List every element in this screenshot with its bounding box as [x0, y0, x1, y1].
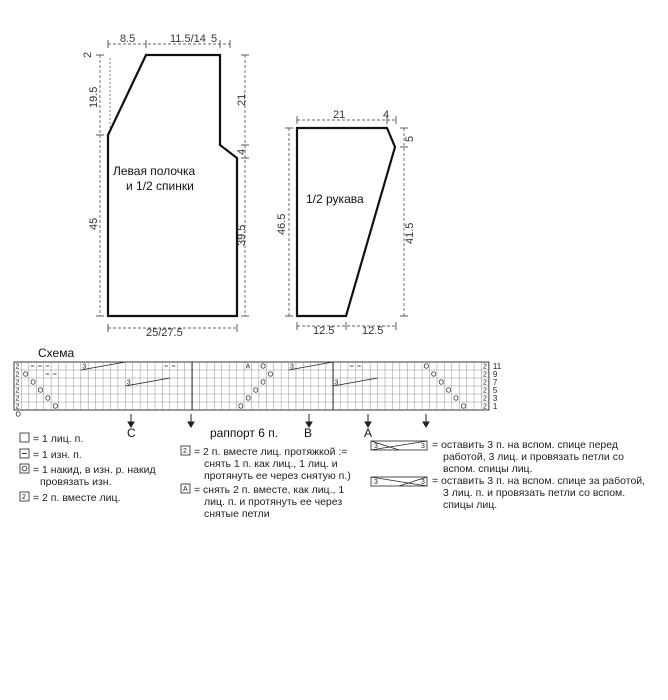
chart-cable-num: 3 — [290, 363, 294, 371]
chart-cable-num: 3 — [126, 379, 131, 387]
chart-arrows — [128, 414, 429, 427]
chart-cell-yo: O — [453, 395, 459, 403]
front-dim-top-right: 5 — [211, 33, 218, 45]
legend-ssk-line1: = 2 п. вместе лиц. протяжкой := — [194, 446, 348, 458]
chart-cell-two: 2 — [15, 387, 20, 395]
chart-cell-yo: O — [30, 379, 36, 387]
sleeve-dim-right-lower: 41.5 — [404, 222, 416, 244]
chart-cell-yo: O — [22, 371, 29, 379]
chart-cell-yo: O — [245, 395, 251, 403]
sleeve-outline — [297, 128, 395, 316]
chart-row-number: 9 — [492, 370, 498, 379]
legend-cable-back-line2: 3 лиц. п. и провязать петли со вспом. — [443, 487, 626, 499]
chart-cell-yo: O — [431, 371, 437, 379]
chart-cell-yo: O — [260, 379, 266, 387]
chart-cell-yo: O — [45, 395, 51, 403]
sleeve-dim-right-top: 5 — [404, 135, 416, 142]
legend-cable-back-icon — [371, 477, 427, 486]
front-dim-left-upper: 19.5 — [88, 86, 100, 108]
chart-row-number: 5 — [492, 386, 498, 395]
chart-cell-yo: O — [37, 387, 44, 395]
chart-cable-num: 3 — [334, 379, 339, 387]
chart-row-number: 7 — [492, 378, 498, 387]
chart-cell-yo: O — [238, 403, 244, 411]
arrow-label-b: B — [304, 426, 313, 440]
chart-cell-two: 2 — [15, 379, 20, 387]
legend-cable-back-line1: = оставить 3 п. на вспом. спице за работой, — [432, 475, 646, 487]
chart-cell-two: 2 — [482, 371, 487, 379]
front-label-line1: Левая полочка — [113, 164, 196, 178]
chart-cell-two: 2 — [482, 395, 487, 403]
legend-k2tog-symbol: 2 — [22, 494, 26, 501]
legend-cable-front-num-left: 3 — [374, 443, 378, 450]
chart-cell-two: 2 — [15, 403, 20, 411]
chart-title: Схема — [38, 346, 75, 360]
chart-cell-two: 2 — [482, 379, 487, 387]
legend-ssk-line3: протянуть ее через снятую п.) — [204, 470, 351, 482]
legend-cable-back-num-left: 3 — [374, 479, 378, 486]
legend-cable-front-line1: = оставить 3 п. на вспом. спице перед — [432, 439, 618, 451]
legend-yo-icon — [20, 464, 29, 473]
chart-cell-yo: O — [423, 363, 430, 371]
chart-cell-yo: O — [52, 403, 59, 411]
sleeve-dim-top: 21 — [333, 109, 346, 121]
chart-cable-num: 3 — [82, 363, 87, 371]
rapport-label: раппорт 6 п. — [210, 426, 279, 440]
legend-cable-front-num-right: 3 — [421, 443, 425, 450]
legend-yo-line1: = 1 накид, в изн. р. накид — [33, 464, 156, 476]
legend-knit-icon — [20, 433, 29, 442]
front-dim-top-gap: 2 — [82, 51, 94, 58]
sleeve-dim-left: 46.5 — [276, 213, 288, 235]
sleeve-piece — [276, 109, 416, 337]
front-dim-top-left: 8.5 — [120, 33, 136, 45]
chart-cell-yo: O — [460, 403, 467, 411]
arrow-label-a: A — [364, 426, 373, 440]
legend-cable-front-line3: вспом. спицы лиц. — [443, 463, 533, 475]
chart-cell-yo: O — [438, 379, 444, 387]
chart-cell-two: 2 — [482, 403, 487, 411]
chart-cell-yo: O — [445, 387, 452, 395]
legend-cable-front-icon — [371, 441, 427, 450]
sleeve-dim-top-right: 4 — [383, 109, 390, 121]
legend-cable-back-line3: спицы лиц. — [443, 499, 498, 511]
front-dim-bottom: 25/27.5 — [146, 327, 183, 339]
legend-k2tog: = 2 п. вместе лиц. — [33, 492, 121, 504]
front-dim-right-lower: 39.5 — [236, 224, 248, 246]
front-dim-left-lower: 45 — [88, 217, 100, 230]
front-dim-right-mid: 4 — [236, 148, 248, 155]
legend-ssk-symbol: 2 — [183, 448, 187, 455]
chart-cell-two: 2 — [15, 371, 20, 379]
chart-row-number: 11 — [492, 362, 502, 371]
front-label-line2: и 1/2 спинки — [126, 179, 194, 193]
chart-cell-sk2p: A — [245, 363, 251, 371]
front-piece — [82, 33, 249, 339]
legend-yo-line2: провязать изн. — [40, 476, 112, 488]
legend-sk2p-line2: лиц. п. и протянуть ее через — [204, 496, 343, 508]
chart-cell-two: 2 — [482, 387, 487, 395]
chart-row-number: 1 — [492, 402, 498, 411]
chart-cell-yo: O — [267, 371, 274, 379]
chart-cell-yo: O — [15, 411, 21, 419]
front-dim-top-mid: 11.5/14 — [170, 33, 206, 45]
chart-cell-yo: O — [260, 363, 266, 371]
legend — [20, 433, 645, 520]
legend-ssk-line2: снять 1 п. как лиц., 1 лиц. и — [204, 458, 338, 470]
sleeve-dim-bottom-left: 12.5 — [313, 325, 335, 337]
chart-cell-two: 2 — [15, 363, 20, 371]
legend-sk2p-line3: снятые петли — [204, 508, 270, 520]
legend-cable-back-num-right: 3 — [421, 479, 425, 486]
legend-cable-front-line2: работой, 3 лиц. и провязать петли со — [443, 451, 624, 463]
arrow-label-c: C — [127, 426, 136, 440]
chart-cell-yo: O — [252, 387, 259, 395]
chart-row-number: 3 — [492, 394, 498, 403]
sleeve-label: 1/2 рукава — [306, 192, 364, 206]
front-dim-right-upper: 21 — [236, 93, 248, 106]
sleeve-dim-bottom-right: 12.5 — [362, 325, 384, 337]
legend-sk2p-line1: = снять 2 п. вместе, как лиц., 1 — [194, 484, 345, 496]
legend-knit: = 1 лиц. п. — [33, 433, 84, 445]
legend-sk2p-symbol: A — [183, 486, 188, 493]
chart-cell-two: 2 — [15, 395, 20, 403]
chart-cell-two: 2 — [482, 363, 487, 371]
legend-purl: = 1 изн. п. — [33, 449, 82, 461]
stitch-chart — [14, 362, 502, 419]
